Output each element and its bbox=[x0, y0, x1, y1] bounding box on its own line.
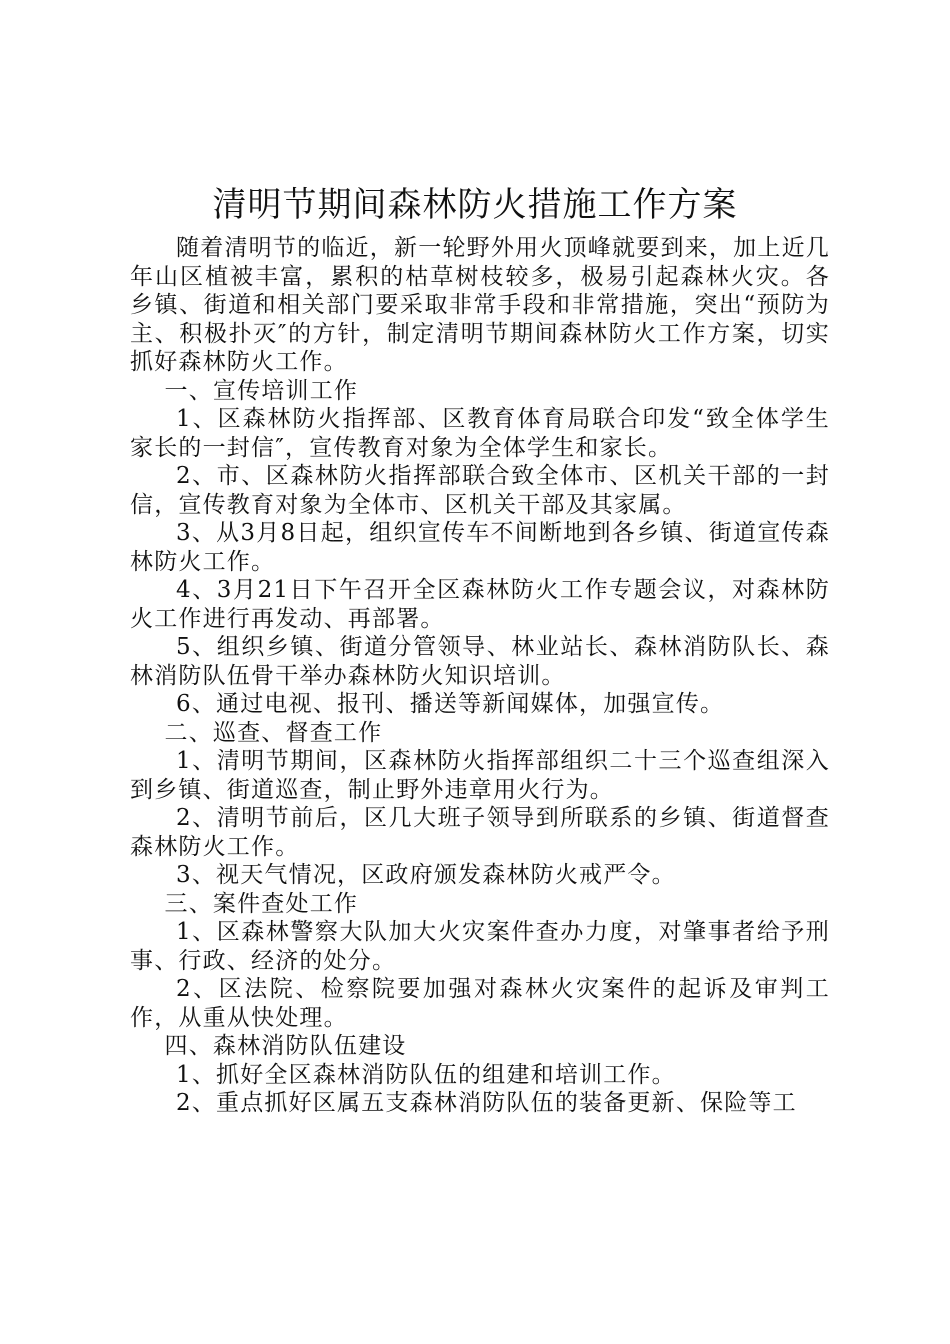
publicity-item-4: 4、3月21日下午召开全区森林防火工作专题会议，对森林防火工作进行再发动、再部署。 bbox=[130, 577, 830, 632]
intro-paragraph: 随着清明节的临近，新一轮野外用火顶峰就要到来，加上近几年山区植被丰富，累积的枯草树枝较多，极易引起森林火灾。各乡镇、街道和相关部门要采取非常手段和非常措施，突出“预防为主、积极扑灭″的方针，制定清明节期间森林防火工作方案，切实抓好森林防火工作。 bbox=[130, 235, 830, 375]
publicity-item-1: 1、区森林防火指挥部、区教育体育局联合印发“致全体学生家长的一封信″，宣传教育对象为全体学生和家长。 bbox=[130, 406, 830, 461]
cases-item-1: 1、区森林警察大队加大火灾案件查办力度，对肇事者给予刑事、行政、经济的处分。 bbox=[130, 919, 830, 974]
document-body bbox=[130, 234, 830, 1118]
section-heading-firefighting-teams: 四、森林消防队伍建设 bbox=[164, 1033, 407, 1059]
cases-item-2: 2、区法院、检察院要加强对森林火灾案件的起诉及审判工作，从重从快处理。 bbox=[130, 976, 830, 1031]
inspection-item-2: 2、清明节前后，区几大班子领导到所联系的乡镇、街道督查森林防火工作。 bbox=[130, 805, 830, 860]
section-heading-inspection: 二、巡查、督查工作 bbox=[164, 719, 383, 746]
section-heading-publicity: 一、宣传培训工作 bbox=[164, 377, 359, 404]
teams-item-2: 2、重点抓好区属五支森林消防队伍的装备更新、保险等工 bbox=[176, 1090, 797, 1116]
publicity-item-3: 3、从3月8日起，组织宣传车不间断地到各乡镇、街道宣传森林防火工作。 bbox=[130, 520, 830, 575]
section-heading-cases: 三、案件查处工作 bbox=[164, 890, 359, 917]
publicity-item-6: 6、通过电视、报刊、播送等新闻媒体，加强宣传。 bbox=[176, 691, 725, 717]
teams-item-1: 1、抓好全区森林消防队伍的组建和培训工作。 bbox=[176, 1061, 676, 1088]
publicity-item-5: 5、组织乡镇、街道分管领导、林业站长、森林消防队长、森林消防队伍骨干举办森林防火知识培训。 bbox=[130, 634, 830, 689]
inspection-item-1: 1、清明节期间，区森林防火指挥部组织二十三个巡查组深入到乡镇、街道巡查，制止野外违章用火行为。 bbox=[130, 748, 830, 803]
inspection-item-3: 3、视天气情况，区政府颁发森林防火戒严令。 bbox=[176, 862, 676, 888]
publicity-item-2: 2、市、区森林防火指挥部联合致全体市、区机关干部的一封信，宣传教育对象为全体市、区机关干部及其家属。 bbox=[130, 463, 830, 518]
document-title: 清明节期间森林防火措施工作方案 bbox=[212, 185, 738, 225]
